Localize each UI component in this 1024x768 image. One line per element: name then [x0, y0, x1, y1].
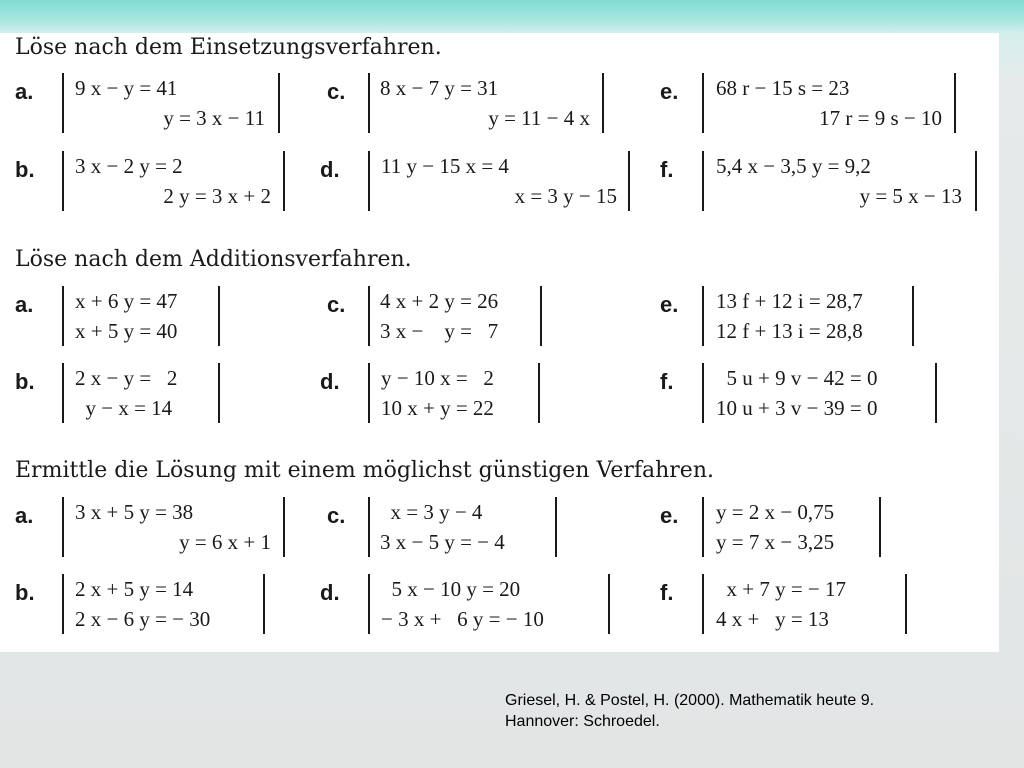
citation-line-2: Hannover: Schroedel.	[505, 713, 660, 730]
exercise-letter: c.	[327, 503, 346, 528]
left-bar	[62, 574, 64, 634]
left-bar	[702, 497, 704, 557]
exercise-letter: c.	[327, 292, 346, 317]
citation	[505, 690, 874, 732]
equation-2: 3 x − 5 y = − 4	[380, 530, 505, 554]
equation-2: y = 5 x − 13	[859, 184, 962, 208]
section-heading-addition: Löse nach dem Additionsverfahren.	[15, 247, 412, 272]
exercise-letter: b.	[15, 157, 35, 182]
right-bar	[540, 286, 542, 346]
equation-1: 4 x + 2 y = 26	[380, 289, 499, 313]
equation-2: y = 3 x − 11	[163, 106, 265, 130]
right-bar	[218, 286, 220, 346]
right-bar	[935, 363, 937, 423]
left-bar	[702, 286, 704, 346]
right-bar	[263, 574, 265, 634]
equation-2: y − x = 14	[75, 396, 173, 420]
left-bar	[368, 73, 370, 133]
equation-2: 2 x − 6 y = − 30	[75, 607, 211, 631]
exercise-letter: f.	[660, 369, 674, 394]
right-bar	[954, 73, 956, 133]
right-bar	[879, 497, 881, 557]
equation-2: x = 3 y − 15	[514, 184, 617, 208]
equation-1: 11 y − 15 x = 4	[381, 154, 509, 178]
right-bar	[555, 497, 557, 557]
exercise-letter: d.	[320, 157, 340, 182]
equation-2: y = 7 x − 3,25	[716, 530, 835, 554]
equation-1: 5 x − 10 y = 20	[381, 577, 521, 601]
section-heading-guenstig: Ermittle die Lösung mit einem möglichst günstigen Verfahren.	[15, 458, 714, 483]
right-bar	[905, 574, 907, 634]
equation-1: 3 x − 2 y = 2	[75, 154, 183, 178]
equation-1: 68 r − 15 s = 23	[716, 76, 850, 100]
equation-1: x + 7 y = − 17	[716, 577, 847, 601]
equation-1: y = 2 x − 0,75	[716, 500, 835, 524]
equation-1: 2 x + 5 y = 14	[75, 577, 194, 601]
right-bar	[278, 73, 280, 133]
exercise-letter: e.	[660, 79, 679, 104]
equation-1: 8 x − 7 y = 31	[380, 76, 499, 100]
equation-2: 4 x + y = 13	[716, 607, 829, 631]
equation-2: y = 6 x + 1	[179, 530, 271, 554]
worksheet-page	[0, 33, 999, 652]
equation-2: 12 f + 13 i = 28,8	[716, 319, 863, 343]
right-bar	[912, 286, 914, 346]
right-bar	[538, 363, 540, 423]
left-bar	[62, 151, 64, 211]
equation-2: x + 5 y = 40	[75, 319, 178, 343]
equation-1: 5 u + 9 v − 42 = 0	[716, 366, 878, 390]
exercise-letter: e.	[660, 292, 679, 317]
equation-1: 3 x + 5 y = 38	[75, 500, 194, 524]
exercise-letter: a.	[15, 292, 34, 317]
left-bar	[62, 363, 64, 423]
left-bar	[702, 151, 704, 211]
exercise-letter: d.	[320, 580, 340, 605]
equation-1: x + 6 y = 47	[75, 289, 178, 313]
equation-2: 3 x − y = 7	[380, 319, 499, 343]
left-bar	[368, 363, 370, 423]
left-bar	[62, 497, 64, 557]
right-bar	[628, 151, 630, 211]
left-bar	[702, 73, 704, 133]
exercise-letter: d.	[320, 369, 340, 394]
equation-2: 17 r = 9 s − 10	[819, 106, 942, 130]
right-bar	[283, 497, 285, 557]
citation-line-1: Griesel, H. & Postel, H. (2000). Mathematik heute 9.	[505, 692, 875, 709]
left-bar	[62, 286, 64, 346]
exercise-letter: b.	[15, 369, 35, 394]
equation-2: 2 y = 3 x + 2	[163, 184, 271, 208]
left-bar	[62, 73, 64, 133]
equation-1: x = 3 y − 4	[380, 500, 483, 524]
equation-1: 2 x − y = 2	[75, 366, 178, 390]
exercise-letter: c.	[327, 79, 346, 104]
equation-2: y = 11 − 4 x	[488, 106, 590, 130]
exercise-letter: a.	[15, 503, 34, 528]
left-bar	[368, 497, 370, 557]
right-bar	[602, 73, 604, 133]
equation-2: 10 x + y = 22	[381, 396, 494, 420]
exercise-letter: e.	[660, 503, 679, 528]
equation-1: y − 10 x = 2	[381, 366, 494, 390]
equation-1: 13 f + 12 i = 28,7	[716, 289, 863, 313]
exercise-letter: b.	[15, 580, 35, 605]
right-bar	[218, 363, 220, 423]
right-bar	[975, 151, 977, 211]
left-bar	[702, 363, 704, 423]
left-bar	[702, 574, 704, 634]
exercise-letter: a.	[15, 79, 34, 104]
right-bar	[283, 151, 285, 211]
left-bar	[368, 151, 370, 211]
left-bar	[368, 286, 370, 346]
right-bar	[608, 574, 610, 634]
left-bar	[368, 574, 370, 634]
section-heading-einsetzung: Löse nach dem Einsetzungsverfahren.	[15, 35, 442, 60]
exercise-letter: f.	[660, 580, 674, 605]
equation-2: − 3 x + 6 y = − 10	[381, 607, 544, 631]
equation-1: 5,4 x − 3,5 y = 9,2	[716, 154, 871, 178]
exercise-letter: f.	[660, 157, 674, 182]
equation-2: 10 u + 3 v − 39 = 0	[716, 396, 878, 420]
equation-1: 9 x − y = 41	[75, 76, 178, 100]
